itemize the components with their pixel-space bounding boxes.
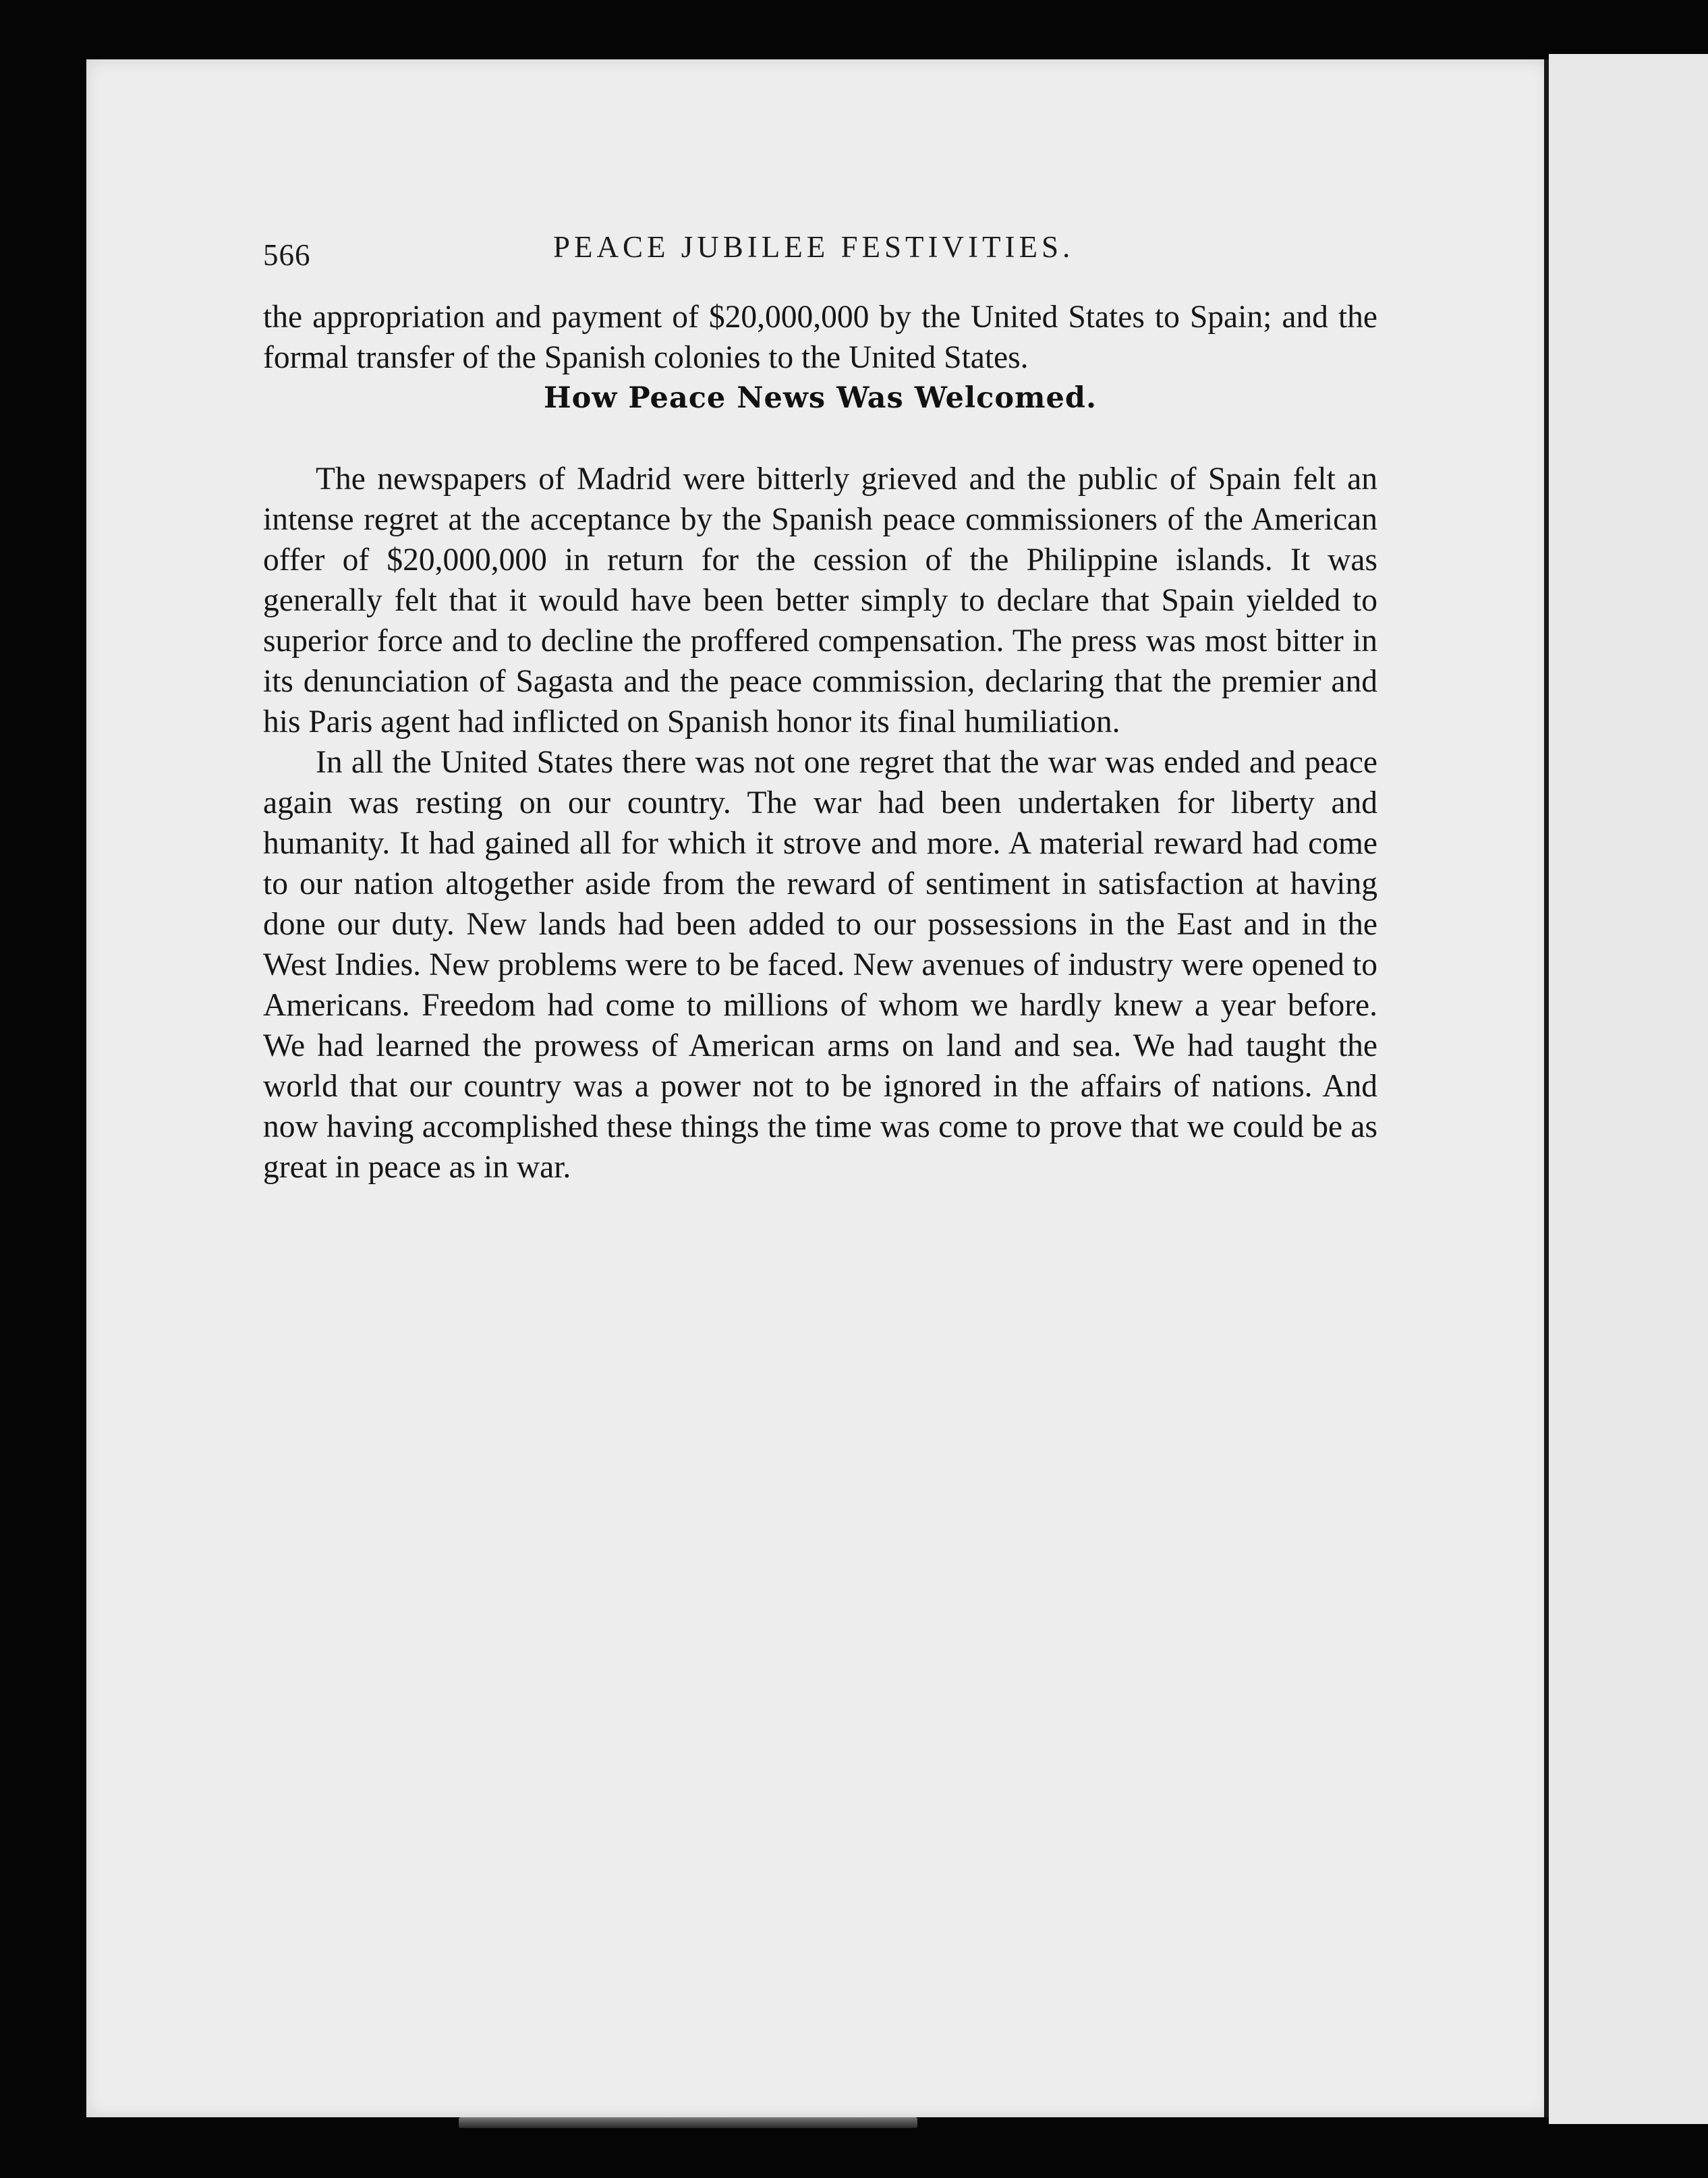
continuation-paragraph: the appropriation and payment of $20,000,000 by the United States to Spain; and the formal transfer of the Spanish colonies to the United States. — [263, 300, 1377, 375]
adjacent-page-edge — [1549, 54, 1708, 2124]
running-title: PEACE JUBILEE FESTIVITIES. — [553, 230, 1075, 264]
text-block — [263, 297, 1377, 1188]
paragraph-united-states-reaction: In all the United States there was not one regret that the war was ended and peace again was resting on our country. The war had been undertaken for liberty and humanity. It had gained all for which it strove and more. A material reward had come to our nation altogether aside from the reward of sentiment in satisfaction at having done our duty. New lands had been added to our possessions in the East and in the West Indies. New problems were to be faced. New avenues of industry were opened to Americans. Freedom had come to millions of whom we hardly knew a year before. We had learned the prowess of American arms on land and sea. We had taught the world that our country was a power not to be ignored in the affairs of nations. And now having accomplished these things the time was come to prove that we could be as great in peace as in war. — [263, 745, 1377, 1185]
running-head — [263, 229, 1376, 277]
paragraph-madrid-reaction: The newspapers of Madrid were bitterly grieved and the public of Spain felt an intense regret at the acceptance by the Spanish peace commissioners of the American offer of $20,000,000 in return for the cession of the Philippine islands. It was generally felt that it would have been better simply to declare that Spain yielded to superior force and to decline the proffered compensation. The press was most bitter in its denunciation of Sagasta and the peace commission, declaring that the premier and his Paris agent had inflicted on Spanish honor its final humiliation. — [263, 462, 1377, 739]
section-heading: How Peace News Was Welcomed. — [544, 381, 1097, 415]
page-gutter-line — [1544, 59, 1549, 2117]
page-number: 566 — [263, 238, 311, 272]
binding-shadow — [459, 2117, 917, 2128]
